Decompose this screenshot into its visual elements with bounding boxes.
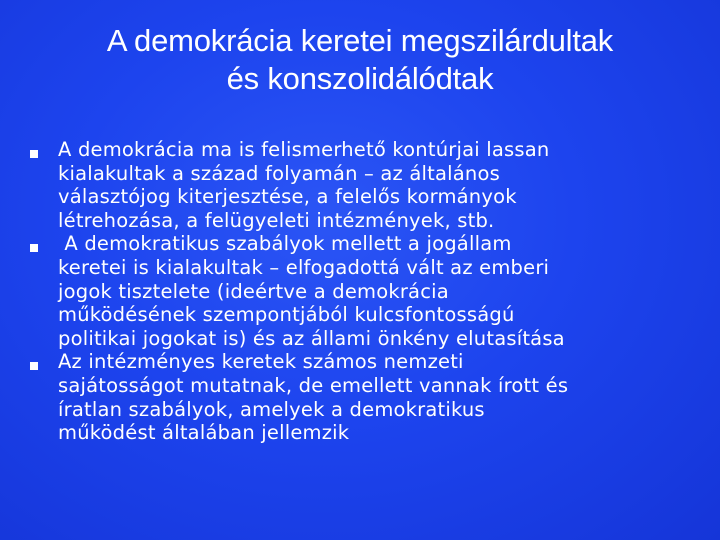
slide-title-line: A demokrácia keretei megszilárdultak [106, 23, 614, 58]
bullet-list [26, 138, 694, 445]
bullet-text-line: választójog kiterjesztése, a felelős kormányok [58, 185, 517, 209]
bullet-item [26, 138, 694, 232]
bullet-text-line: Az intézményes keretek számos nemzeti [58, 350, 464, 374]
bullet-text-line: keretei is kialakultak – elfogadottá vált az emberi [58, 255, 550, 279]
square-bullet-icon [30, 244, 38, 252]
bullet-text-line: kialakultak a század folyamán – az általános [58, 161, 500, 185]
bullet-text-line: politikai jogokat is) és az állami önkény elutasítása [58, 326, 565, 350]
bullet-text-line: működésének szempontjából kulcsfontosságú [58, 303, 515, 327]
bullet-text-line: A demokrácia ma is felismerhető kontúrjai lassan [58, 138, 550, 161]
bullet-item [26, 232, 694, 350]
bullet-text-line: A demokratikus szabályok mellett a jogállam [58, 232, 512, 256]
bullet-item [26, 350, 694, 444]
bullet-text-line: íratlan szabályok, amelyek a demokratikus [58, 397, 485, 421]
bullet-text-line: működést általában jellemzik [58, 421, 350, 445]
square-bullet-icon [30, 150, 38, 158]
bullet-text-line: sajátosságot mutatnak, de emellett vannak írott és [58, 373, 569, 397]
bullet-text-line: jogok tisztelete (ideértve a demokrácia [58, 279, 449, 303]
slide-title-line: és konszolidálódtak [226, 61, 494, 96]
slide-title [40, 22, 680, 98]
bullet-text-line: létrehozása, a felügyeleti intézmények, stb. [58, 208, 495, 232]
square-bullet-icon [30, 362, 38, 370]
